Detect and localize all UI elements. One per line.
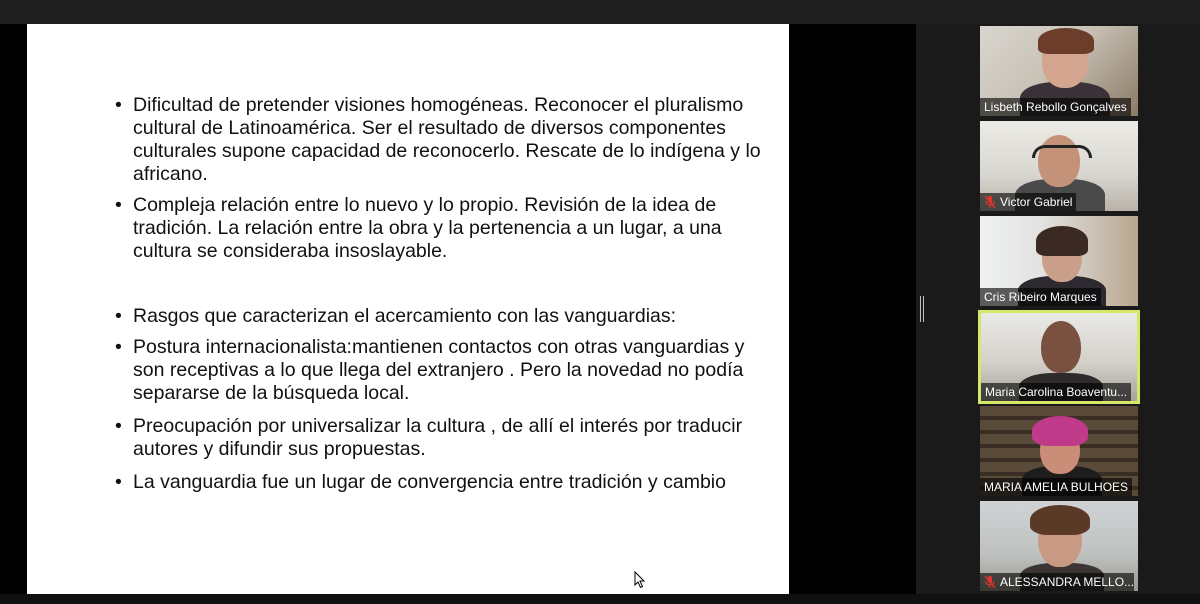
mouse-pointer-icon bbox=[634, 571, 646, 589]
participant-tile[interactable] bbox=[980, 501, 1138, 591]
bottom-bar bbox=[0, 594, 1200, 604]
mic-off-icon bbox=[984, 195, 996, 209]
slide-bullet: • Postura internacionalista:mantienen contactos con otras vanguardias y son receptivas a lo que llega del extranjero . Pero la novedad no podía separarse de la búsqueda local. bbox=[115, 336, 775, 405]
slide-bullet: • Dificultad de pretender visiones homogéneas. Reconocer el pluralismo cultural de Latinoamérica. Ser el resultado de diversos componentes culturales supone capacidad de reconocerlo. Rescate de lo indígena y lo africano. bbox=[115, 94, 775, 186]
participant-tile[interactable] bbox=[980, 406, 1138, 496]
participant-name-label: MARIA AMELIA BULHOES bbox=[980, 478, 1132, 496]
slide-bullet: • Preocupación por universalizar la cultura , de allí el interés por traducir autores y difundir sus propuestas. bbox=[115, 415, 775, 461]
slide-bullet: • La vanguardia fue un lugar de convergencia entre tradición y cambio bbox=[115, 471, 775, 494]
slide-bullet-list bbox=[115, 94, 775, 494]
top-toolbar bbox=[0, 0, 1200, 24]
participant-tile-active-speaker[interactable] bbox=[978, 310, 1140, 404]
slide-bullet: • Rasgos que caracterizan el acercamiento con las vanguardias: bbox=[115, 305, 775, 328]
participant-name-label: ALESSANDRA MELLO... bbox=[980, 573, 1134, 591]
slide-bullet: • Compleja relación entre lo nuevo y lo propio. Revisión de la idea de tradición. La relación entre la obra y la pertenencia a un lugar, a una cultura se consideraba insoslayable. bbox=[115, 194, 775, 263]
participant-name-label: Maria Carolina Boaventu... bbox=[981, 383, 1131, 401]
drag-handle-icon[interactable] bbox=[920, 296, 925, 322]
participant-tile[interactable] bbox=[980, 121, 1138, 211]
mic-off-icon bbox=[984, 575, 996, 589]
participant-name-label: Lisbeth Rebollo Gonçalves bbox=[980, 98, 1131, 116]
participant-tile[interactable] bbox=[980, 216, 1138, 306]
shared-slide bbox=[27, 24, 789, 594]
participant-name-label: Cris Ribeiro Marques bbox=[980, 288, 1101, 306]
participant-tile[interactable] bbox=[980, 26, 1138, 116]
participant-name-label: Victor Gabriel bbox=[980, 193, 1076, 211]
